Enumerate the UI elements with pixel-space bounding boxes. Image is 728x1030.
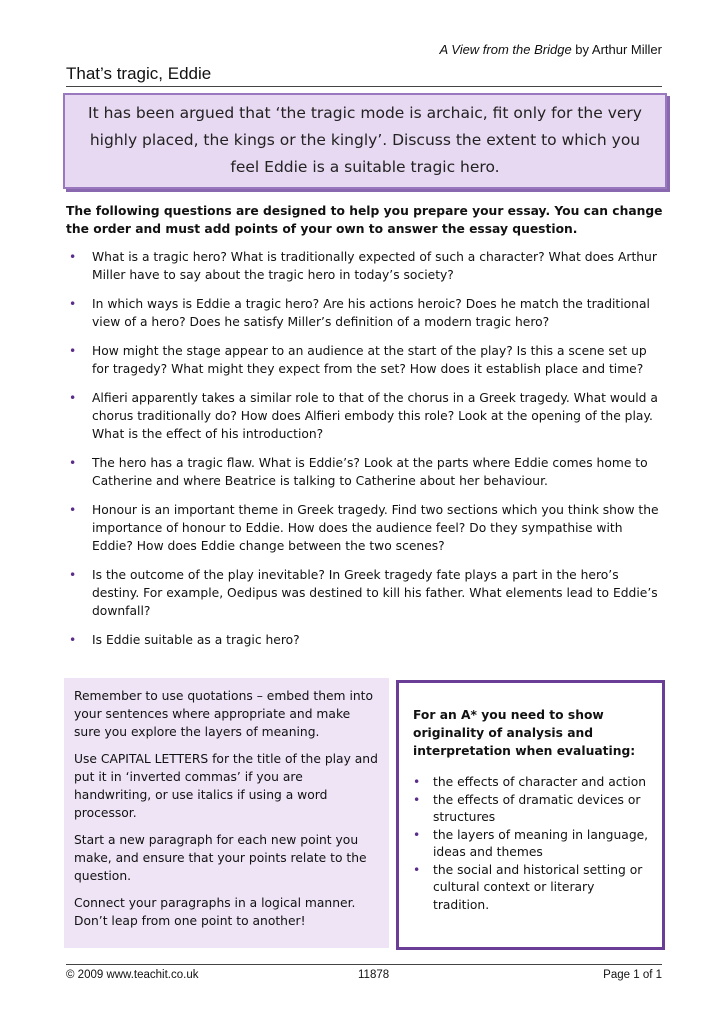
a-star-heading: For an A* you need to show originality of analysis and interpretation when evaluating:: [413, 708, 636, 758]
footer-copyright: © 2009 www.teachit.co.uk: [66, 969, 199, 981]
tip-quotations: Remember to use quotations – embed them into your sentences where appropriate and make sure you explore the layers of meaning.: [74, 689, 374, 739]
list-item: • the social and historical setting or cultural context or literary tradition.: [413, 862, 654, 915]
list-item: • The hero has a tragic flaw. What is Eddie’s? Look at the parts where Eddie comes home to Catherine and where Beatrice is talking to Catherine about her behaviour.: [66, 454, 666, 490]
list-item: • Is the outcome of the play inevitable? In Greek tragedy fate plays a part in the hero’s destiny. For example, Oedipus was destined to kill his father. What elements lead to Eddie’s downfall?: [66, 566, 666, 620]
footer-page-number: Page 1 of 1: [603, 969, 662, 981]
tips-box: [64, 678, 389, 948]
header-source: [439, 42, 662, 57]
list-item: • What is a tragic hero? What is traditionally expected of such a character? What does Arthur Miller have to say about the tragic hero in today’s society?: [66, 248, 666, 284]
title-divider: [66, 86, 662, 87]
a-star-box: [396, 680, 665, 950]
essay-question: It has been argued that ‘the tragic mode is archaic, fit only for the very highly placed, the kings or the kingly’. Discuss the extent to which you feel Eddie is a suitable tragic hero.: [88, 104, 642, 176]
tip-capitals: Use CAPITAL LETTERS for the title of the play and put it in ‘inverted commas’ if you are handwriting, or use italics if using a word processor.: [74, 752, 378, 820]
tip-paragraphs: Start a new paragraph for each new point you make, and ensure that your points relate to the question.: [74, 833, 367, 883]
list-item: • Is Eddie suitable as a tragic hero?: [66, 631, 666, 649]
tip-connect: Connect your paragraphs in a logical manner. Don’t leap from one point to another!: [74, 896, 356, 928]
a-star-list: [399, 774, 662, 914]
list-item: • the layers of meaning in language, ideas and themes: [413, 827, 654, 862]
author-credit: by Arthur Miller: [571, 42, 662, 57]
list-item: • Alfieri apparently takes a similar role to that of the chorus in a Greek tragedy. What would a chorus traditionally do? How does Alfieri embody this role? Look at the opening of the play. What is the effect of his introduction?: [66, 389, 666, 443]
list-item: • the effects of character and action: [413, 774, 654, 792]
list-item: • In which ways is Eddie a tragic hero? Are his actions heroic? Does he match the traditional view of a hero? Does he satisfy Miller’s definition of a modern tragic hero?: [66, 295, 666, 331]
intro-text: The following questions are designed to help you prepare your essay. You can change the order and must add points of your own to answer the essay question.: [66, 204, 663, 236]
play-title: A View from the Bridge: [439, 42, 572, 57]
footer: [66, 969, 662, 985]
footer-code: 11878: [358, 969, 390, 981]
list-item: • Honour is an important theme in Greek tragedy. Find two sections which you think show the importance of honour to Eddie. How does the audience feel? Do they sympathise with Eddie? How does Eddie change between the two scenes?: [66, 501, 666, 555]
page-title: That’s tragic, Eddie: [66, 64, 212, 83]
list-item: • the effects of dramatic devices or structures: [413, 792, 654, 827]
essay-question-box: [63, 93, 667, 189]
list-item: • How might the stage appear to an audience at the start of the play? Is this a scene set up for tragedy? What might they expect from the set? How does it establish place and time?: [66, 342, 666, 378]
footer-divider: [66, 964, 662, 965]
question-list: [66, 248, 666, 660]
